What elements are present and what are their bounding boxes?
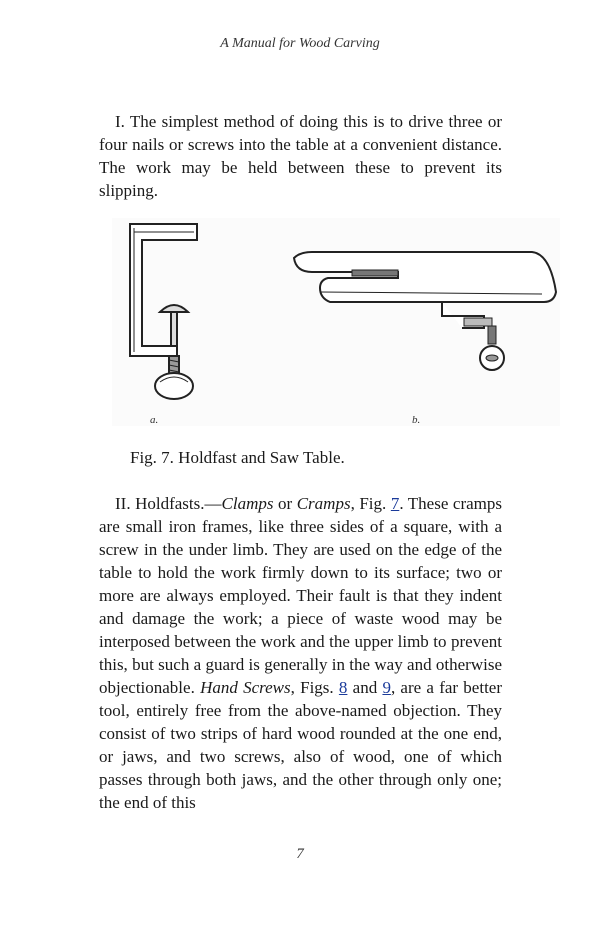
text-run: , Fig. (350, 494, 391, 513)
clamp-drawing (130, 224, 197, 399)
text-run: , Figs. (290, 678, 339, 697)
text-run: . These cramps are small iron frames, like three sides of a square, with a screw in the under limb. They are used on the edge of the table to hold the work firmly down to its surface; two or more are always employed. Their fault is that they indent and damage the work; a piece of waste wood may be interposed between the work and the upper limb to prevent this, but such a guard is generally in the way and otherwise objectionable. (99, 494, 503, 697)
paragraph-holdfasts (99, 492, 502, 814)
text-run: , are a far better tool, entirely free from the above-named objection. They consist of two strips of hard wood rounded at the one end, or jaws, and two screws, also of wood, one of which passes through both jaws, and the other through only one; the end of this (99, 678, 503, 812)
figure-holdfast-saw-table (112, 218, 560, 426)
holdfasts-heading: II. Holdfasts.— (115, 494, 222, 513)
figure-label-b: b. (412, 414, 421, 426)
figure-caption: Fig. 7. Holdfast and Saw Table. (130, 448, 345, 467)
running-title: A Manual for Wood Carving (220, 36, 380, 51)
holdfast-saw-table-illustration (112, 218, 560, 426)
saw-table-drawing (294, 252, 556, 370)
term-hand-screws: Hand Screws (200, 678, 291, 697)
fig-8-link[interactable]: 8 (338, 678, 348, 697)
term-cramps: Cramps (296, 494, 351, 513)
text-run: and (347, 678, 383, 697)
page-number: 7 (296, 846, 304, 862)
figure-label-a: a. (150, 414, 159, 426)
paragraph-nails-method: I. The simplest method of doing this is to drive three or four nails or screws into the table at a convenient distance. The work may be held between these to prevent its slipping. (99, 112, 502, 200)
fig-9-link[interactable]: 9 (382, 678, 391, 697)
text-run: or (273, 494, 297, 513)
term-clamps: Clamps (221, 494, 274, 513)
fig-7-link[interactable]: 7 (390, 494, 400, 513)
